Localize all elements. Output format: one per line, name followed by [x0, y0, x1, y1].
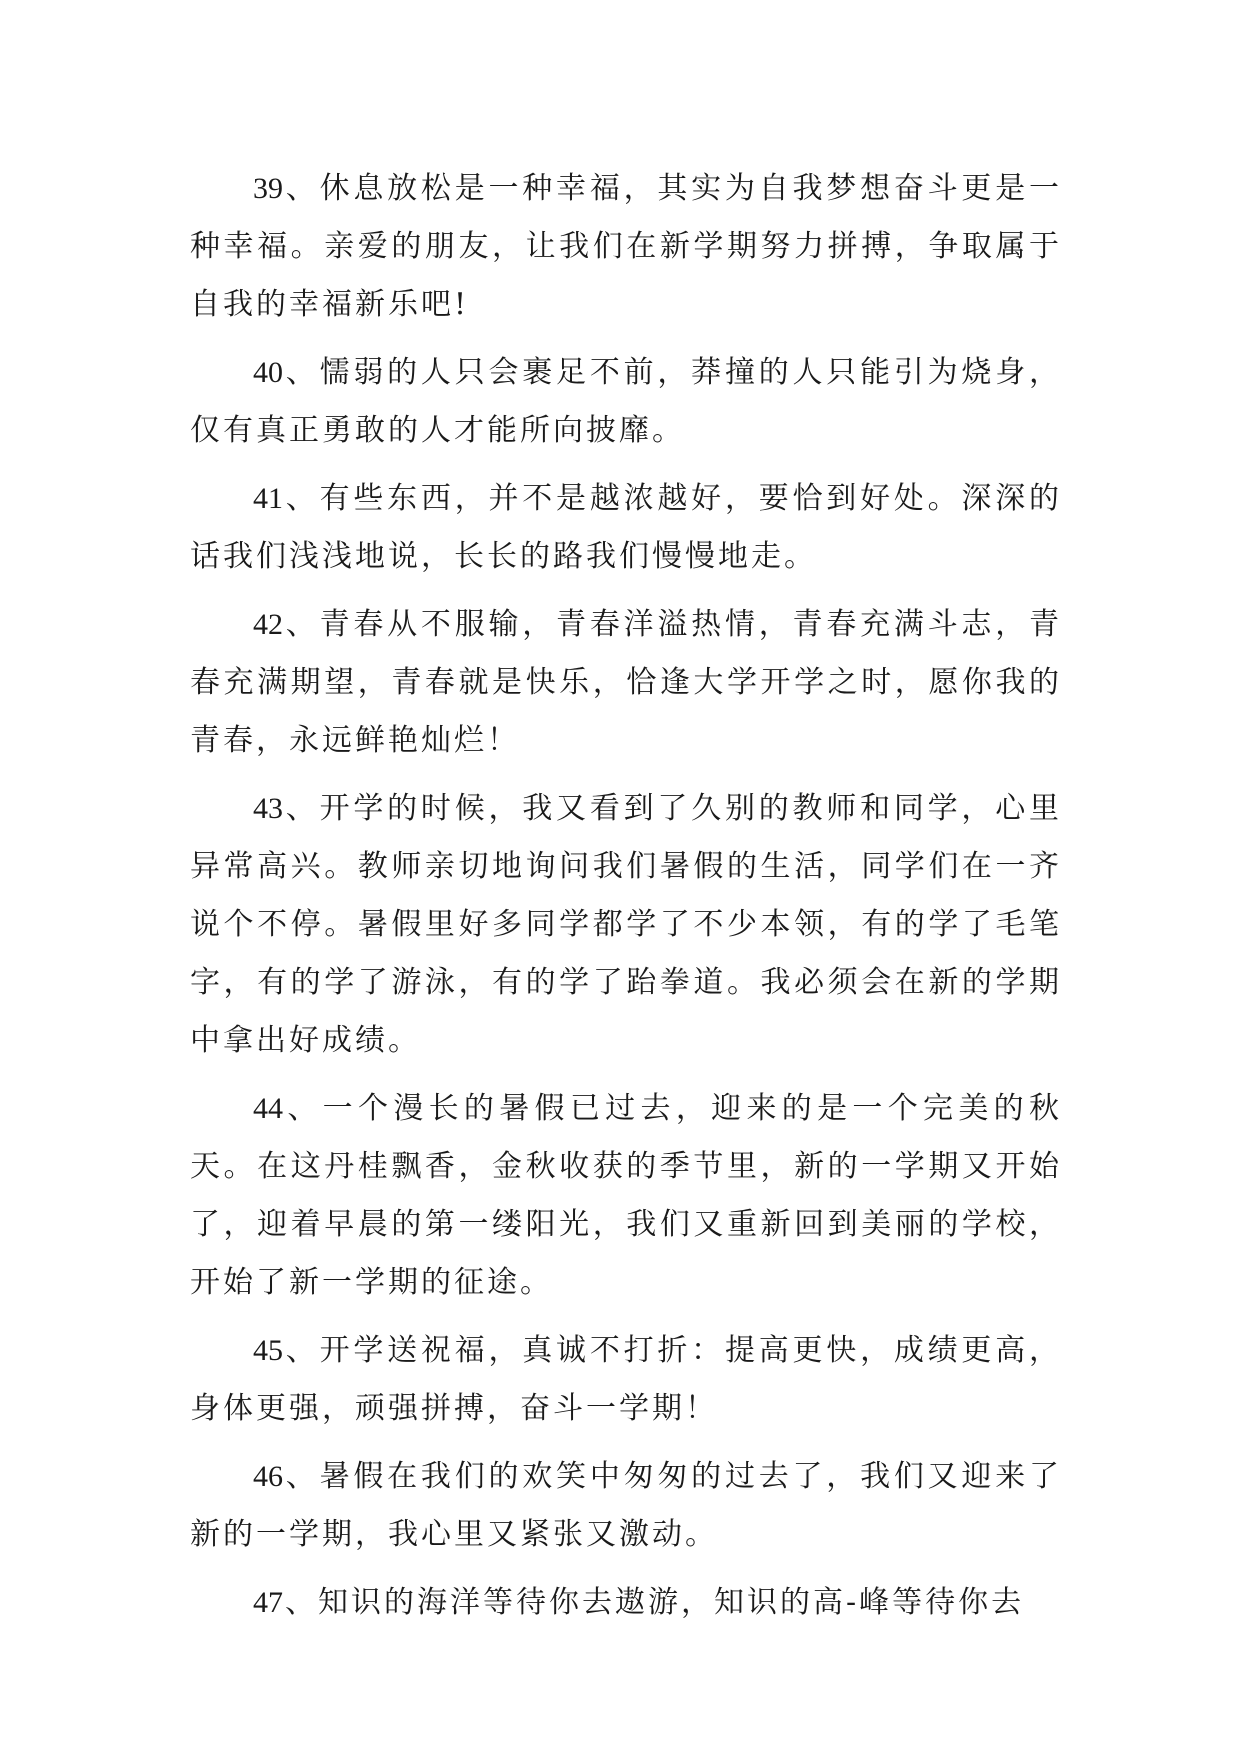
paragraph-number: 44 — [253, 1092, 283, 1125]
paragraph-number: 39 — [253, 172, 283, 205]
paragraph-number: 43 — [253, 792, 283, 825]
paragraph-42 — [190, 596, 1062, 770]
paragraph-44 — [190, 1080, 1062, 1312]
paragraph-number: 41 — [253, 482, 283, 515]
paragraph-text: 、休息放松是一种幸福，其实为自我梦想奋斗更是一种幸福。亲爱的朋友，让我们在新学期努力拼搏，争取属于自我的幸福新乐吧! — [190, 171, 1062, 322]
paragraph-text: 、一个漫长的暑假已过去，迎来的是一个完美的秋天。在这丹桂飘香，金秋收获的季节里，新的一学期又开始了，迎着早晨的第一缕阳光，我们又重新回到美丽的学校，开始了新一学期的征途。 — [190, 1091, 1062, 1300]
paragraph-39 — [190, 160, 1062, 334]
paragraph-47 — [190, 1574, 1062, 1632]
paragraph-text: 、开学的时候，我又看到了久别的教师和同学，心里异常高兴。教师亲切地询问我们暑假的生活，同学们在一齐说个不停。暑假里好多同学都学了不少本领，有的学了毛笔字，有的学了游泳，有的学了跆拳道。我必须会在新的学期中拿出好成绩。 — [190, 791, 1062, 1058]
paragraph-number: 42 — [253, 608, 283, 641]
paragraph-text: 、知识的海洋等待你去遨游，知识的高-峰等待你去 — [285, 1585, 1025, 1620]
paragraph-number: 46 — [253, 1460, 283, 1493]
paragraph-43 — [190, 780, 1062, 1070]
paragraph-number: 45 — [253, 1334, 283, 1367]
paragraph-41 — [190, 470, 1062, 586]
paragraph-text: 、开学送祝福，真诚不打折：提高更快，成绩更高，身体更强，顽强拼搏，奋斗一学期！ — [190, 1333, 1062, 1426]
paragraph-text: 、有些东西，并不是越浓越好，要恰到好处。深深的话我们浅浅地说，长长的路我们慢慢地走。 — [190, 481, 1062, 574]
paragraph-text: 、青春从不服输，青春洋溢热情，青春充满斗志，青春充满期望，青春就是快乐，恰逢大学开学之时，愿你我的青春，永远鲜艳灿烂！ — [190, 607, 1062, 758]
document-body — [190, 160, 1062, 1642]
paragraph-text: 、暑假在我们的欢笑中匆匆的过去了，我们又迎来了新的一学期，我心里又紧张又激动。 — [190, 1459, 1062, 1552]
paragraph-46 — [190, 1448, 1062, 1564]
paragraph-number: 40 — [253, 356, 283, 389]
paragraph-45 — [190, 1322, 1062, 1438]
paragraph-text: 、懦弱的人只会裹足不前，莽撞的人只能引为烧身，仅有真正勇敢的人才能所向披靡。 — [190, 355, 1062, 448]
paragraph-number: 47 — [253, 1586, 283, 1619]
paragraph-40 — [190, 344, 1062, 460]
